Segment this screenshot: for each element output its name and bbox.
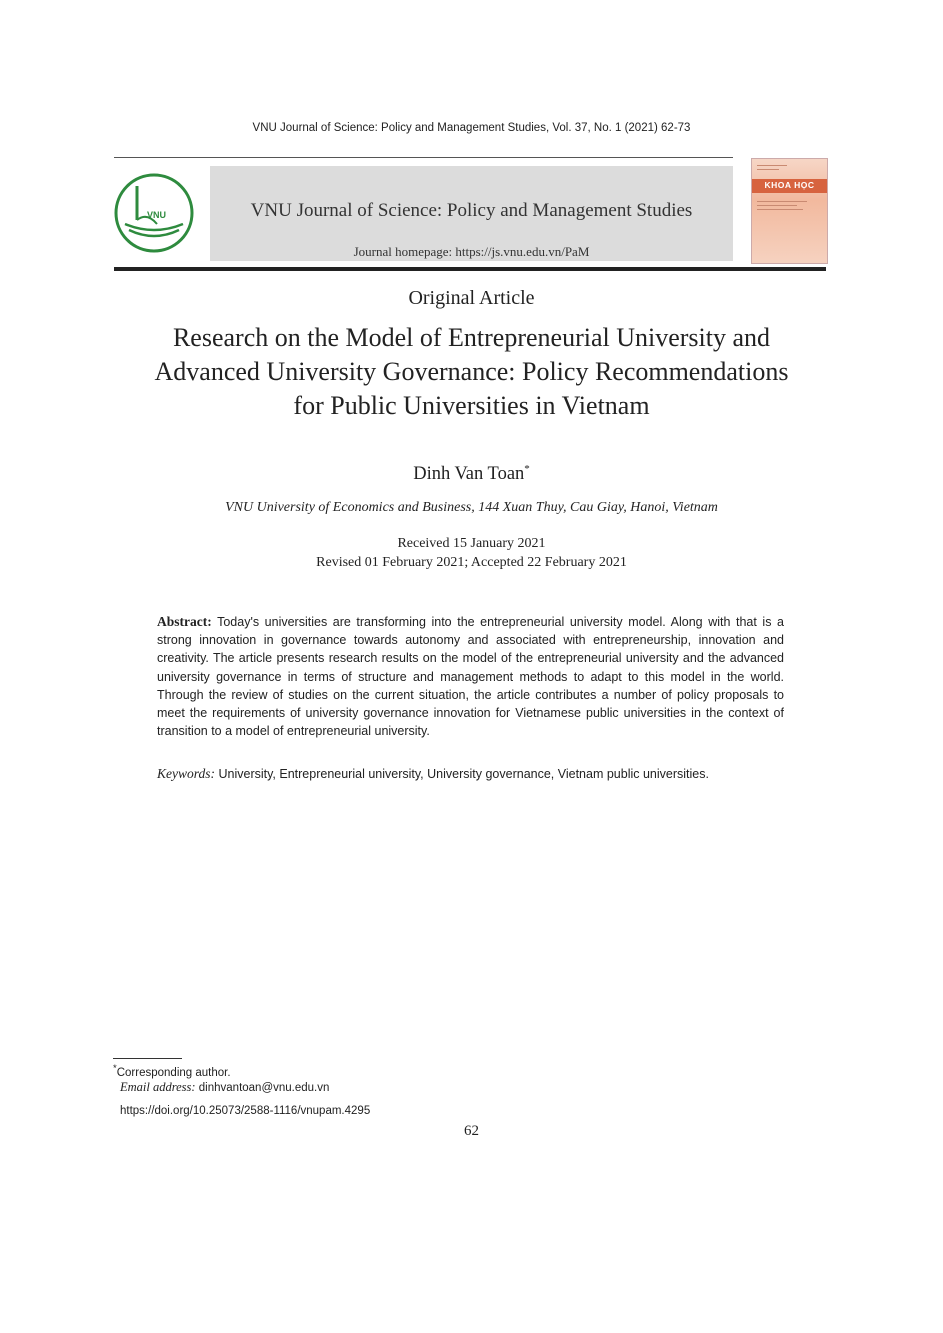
author-name: Dinh Van Toan [413,464,525,485]
running-head: VNU Journal of Science: Policy and Management Studies, Vol. 37, No. 1 (2021) 62-73 [252,122,691,134]
footnote-mark: * [113,1063,117,1074]
article-title [100,321,843,423]
footnote-email [120,1080,329,1095]
title-line: Research on the Model of Entrepreneurial University and [172,323,771,352]
article-type: Original Article [408,287,535,309]
title-line: for Public Universities in Vietnam [293,391,650,420]
corresponding-text: Corresponding author. [116,1066,231,1079]
affiliation: VNU University of Economics and Business, 144 Xuan Thuy, Cau Giay, Hanoi, Vietnam [225,500,718,515]
article-dates [0,534,943,572]
abstract-text: Today's universities are transforming into the entrepreneurial university model. Along with that is a strong innovation in governance towards autonomy and associated with entrepreneurship, innovation and creativity. The article presents research results on the model of the entrepreneurial university and the advanced university governance in terms of structure and management methods to adapt to this model in the world. Through the review of studies on the current situation, the article contributes a number of policy proposals to meet the requirements of university governance innovation for Vietnamese public universities in the context of transition to a model of entrepreneurial university. [157,615,784,739]
logo-text: VNU [147,210,167,220]
email-label: Email address: [120,1080,196,1094]
abstract [157,613,784,740]
journal-title: VNU Journal of Science: Policy and Management Studies [250,200,693,221]
vnu-logo [113,172,195,254]
author [0,463,943,485]
received-date: Received 15 January 2021 [397,536,546,551]
footnote-rule [113,1058,182,1059]
keywords [157,765,784,783]
journal-cover-image [751,158,828,264]
banner-top-rule [114,157,733,158]
footnote-corresponding [113,1063,231,1079]
keywords-label: Keywords: [157,766,215,781]
revised-accepted-dates: Revised 01 February 2021; Accepted 22 February 2021 [316,555,627,570]
cover-title: KHOA HỌC [764,180,815,190]
banner-bottom-rule [114,267,826,271]
page-number: 62 [464,1123,479,1139]
email-address[interactable]: dinhvantoan@vnu.edu.vn [198,1082,330,1094]
author-mark: * [524,463,530,475]
abstract-label: Abstract: [157,614,212,629]
doi-link[interactable]: https://doi.org/10.25073/2588-1116/vnupam.4295 [120,1105,371,1117]
keywords-text: University, Entrepreneurial university, University governance, Vietnam public universities. [218,767,709,781]
title-line: Advanced University Governance: Policy Recommendations [154,357,789,386]
journal-homepage: Journal homepage: https://js.vnu.edu.vn/PaM [353,244,590,259]
